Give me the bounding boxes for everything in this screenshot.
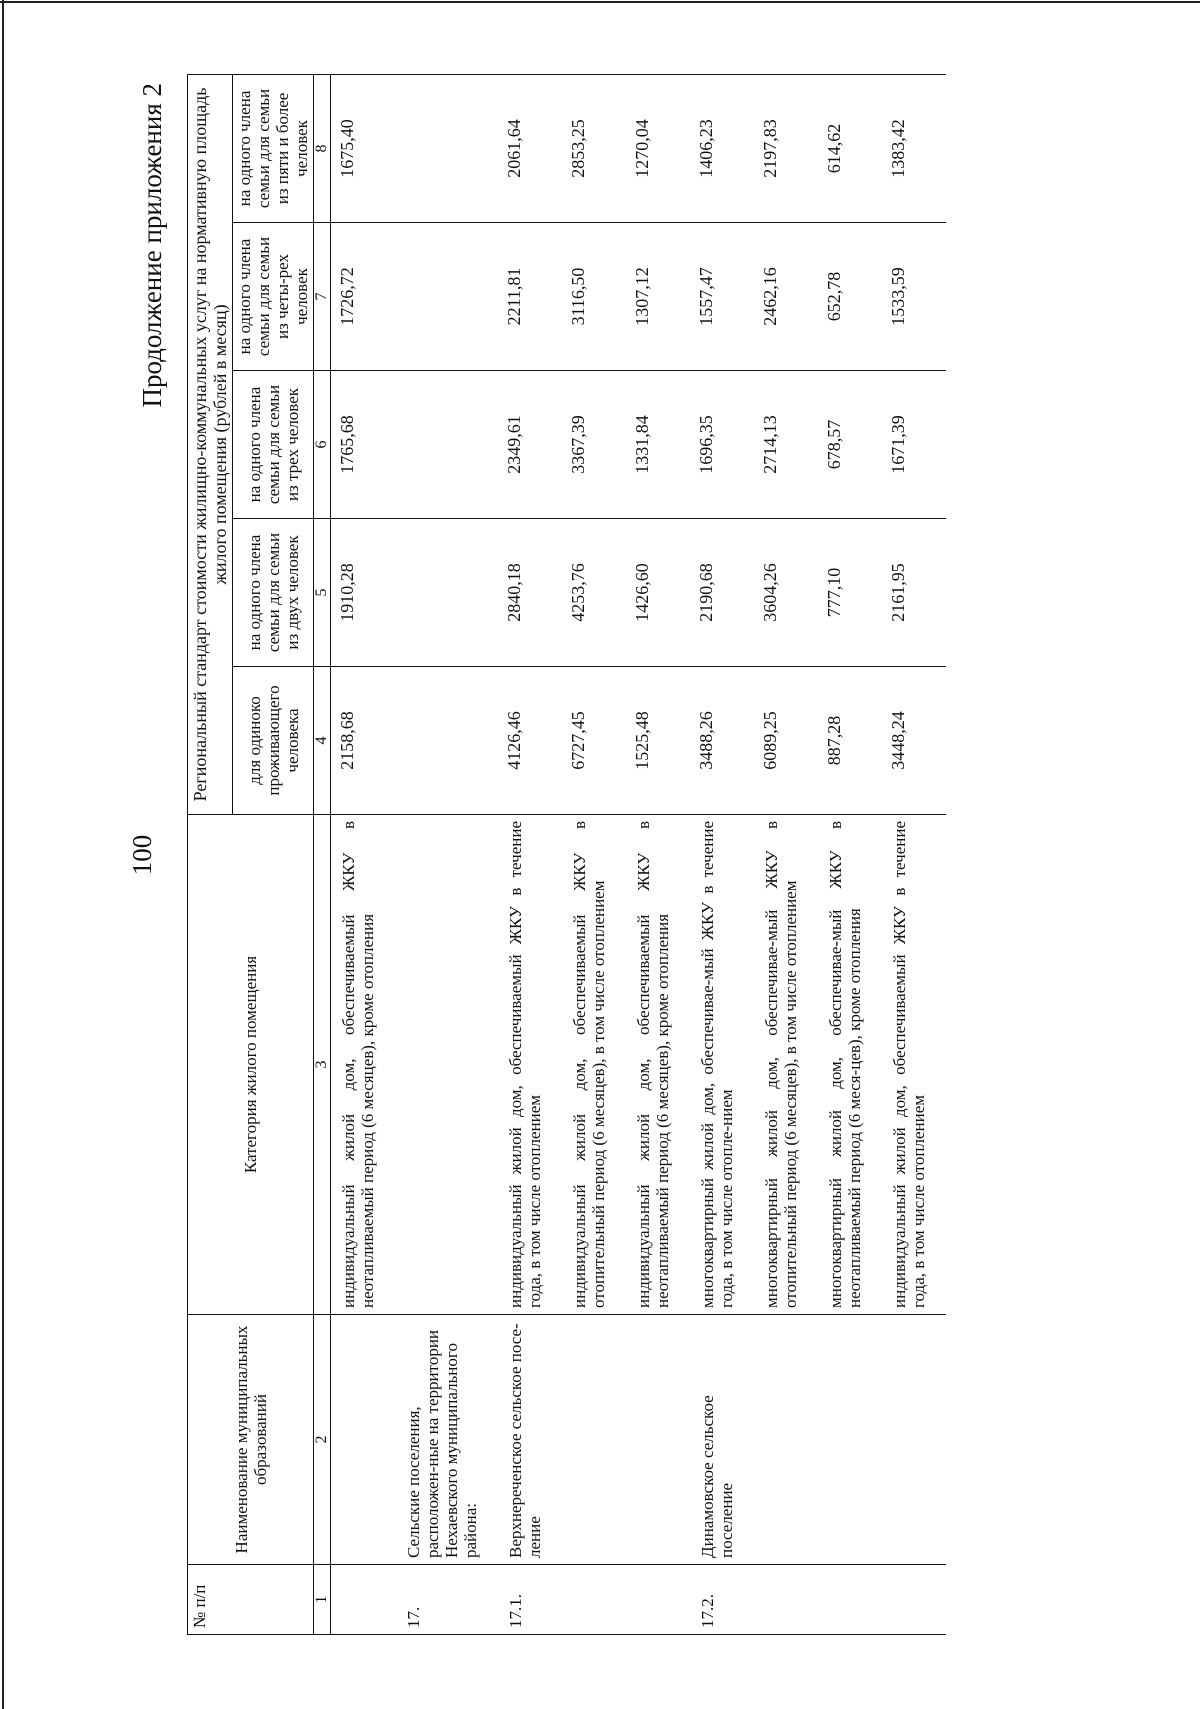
row-municipality: Сельские поселения, расположен-ные на территории Нехаевского муниципального района: xyxy=(396,1315,498,1565)
row-municipality: Верхнереченское сельское посе-ление xyxy=(498,1315,562,1565)
row-value-family-4: 2462,16 xyxy=(754,223,818,371)
header-row-column-numbers xyxy=(314,74,331,1634)
row-value-family-4: 1533,59 xyxy=(882,223,946,371)
column-number-label: 6 xyxy=(314,371,331,519)
row-number xyxy=(562,1565,626,1635)
row-municipality xyxy=(331,1315,396,1565)
row-value-family-5plus: 614,62 xyxy=(818,74,882,222)
row-value-family-4: 2211,81 xyxy=(498,223,562,371)
row-number xyxy=(882,1565,946,1635)
scan-edge-top xyxy=(0,1,1200,3)
table-row xyxy=(818,74,882,1634)
column-number-label: 8 xyxy=(314,74,331,222)
row-value-single xyxy=(396,667,498,815)
row-value-family-4: 1307,12 xyxy=(626,223,690,371)
row-category: индивидуальный жилой дом, обеспечиваемый ЖКУ в неотапливаемый период (6 месяцев), кроме отопления xyxy=(626,815,690,1315)
row-value-single: 2158,68 xyxy=(331,667,396,815)
row-value-single: 6089,25 xyxy=(754,667,818,815)
row-value-family-3: 2349,61 xyxy=(498,371,562,519)
row-value-family-5plus: 1675,40 xyxy=(331,74,396,222)
row-number xyxy=(754,1565,818,1635)
row-value-family-3: 2714,13 xyxy=(754,371,818,519)
table-row xyxy=(882,74,946,1634)
row-value-family-5plus: 2061,64 xyxy=(498,74,562,222)
column-number-label: 7 xyxy=(314,223,331,371)
row-value-family-2: 777,10 xyxy=(818,519,882,667)
row-value-family-5plus: 1270,04 xyxy=(626,74,690,222)
row-category: индивидуальный жилой дом, обеспечиваемый ЖКУ в течение года, в том числе отоплением xyxy=(498,815,562,1315)
table-row xyxy=(331,74,396,1634)
header-col-family-3: на одного члена семьи для семьи из трех человек xyxy=(233,371,314,519)
row-value-single: 3488,26 xyxy=(690,667,754,815)
row-municipality: Динамовское сельское поселение xyxy=(690,1315,754,1565)
row-value-family-3: 1765,68 xyxy=(331,371,396,519)
tariff-table xyxy=(187,74,946,1635)
column-number-label: 1 xyxy=(314,1565,331,1635)
row-number xyxy=(818,1565,882,1635)
row-value-family-2 xyxy=(396,519,498,667)
table-row xyxy=(754,74,818,1634)
row-municipality xyxy=(754,1315,818,1565)
row-value-family-2: 3604,26 xyxy=(754,519,818,667)
row-value-family-3: 1696,35 xyxy=(690,371,754,519)
row-municipality xyxy=(882,1315,946,1565)
header-col-family-5plus: на одного члена семьи для семьи из пяти и более человек xyxy=(233,74,314,222)
row-municipality xyxy=(562,1315,626,1565)
row-value-family-5plus: 2197,83 xyxy=(754,74,818,222)
row-value-family-4: 1557,47 xyxy=(690,223,754,371)
row-value-family-3: 1671,39 xyxy=(882,371,946,519)
column-number-label: 3 xyxy=(314,815,331,1315)
row-value-family-5plus: 1383,42 xyxy=(882,74,946,222)
row-value-family-5plus: 2853,25 xyxy=(562,74,626,222)
row-value-family-3: 3367,39 xyxy=(562,371,626,519)
header-col-municipality: Наименование муниципальных образований xyxy=(188,1315,314,1565)
row-category: многоквартирный жилой дом, обеспечивае-мый ЖКУ в течение года, в том числе отопле-нием xyxy=(690,815,754,1315)
scan-edge-left xyxy=(2,0,4,1709)
column-number-label: 2 xyxy=(314,1315,331,1565)
header-row-main xyxy=(188,74,233,1634)
row-value-family-4: 1726,72 xyxy=(331,223,396,371)
table-row xyxy=(626,74,690,1634)
page-number: 100 xyxy=(127,834,157,876)
row-value-family-3: 678,57 xyxy=(818,371,882,519)
row-category: индивидуальный жилой дом, обеспечиваемый ЖКУ в неотапливаемый период (6 месяцев), кроме отопления xyxy=(331,815,396,1315)
row-value-single: 887,28 xyxy=(818,667,882,815)
row-category: многоквартирный жилой дом, обеспечивае-мый ЖКУ в неотапливаемый период (6 меся-цев), кроме отопления xyxy=(818,815,882,1315)
row-value-family-2: 1426,60 xyxy=(626,519,690,667)
header-col-category: Категория жилого помещения xyxy=(188,815,314,1315)
header-col-number: № п/п xyxy=(188,1565,314,1635)
table-row xyxy=(690,74,754,1634)
row-municipality xyxy=(626,1315,690,1565)
header-regional-standard: Региональный стандарт стоимости жилищно-коммунальных услуг на нормативную площадь жилого помещения (рублей в месяц) xyxy=(188,74,233,814)
row-value-family-5plus xyxy=(396,74,498,222)
column-number-label: 5 xyxy=(314,519,331,667)
header-col-family-2: на одного члена семьи для семьи из двух человек xyxy=(233,519,314,667)
row-category: индивидуальный жилой дом, обеспечиваемый ЖКУ в течение года, в том числе отоплением xyxy=(882,815,946,1315)
row-number xyxy=(331,1565,396,1635)
row-number: 17. xyxy=(396,1565,498,1635)
header-col-family-4: на одного члена семьи для семьи из четы-рех человек xyxy=(233,223,314,371)
row-value-family-4 xyxy=(396,223,498,371)
row-category: индивидуальный жилой дом, обеспечиваемый ЖКУ в отопительный период (6 месяцев), в том числе отоплением xyxy=(562,815,626,1315)
document-sheet xyxy=(127,75,1045,1635)
row-value-family-5plus: 1406,23 xyxy=(690,74,754,222)
table-row xyxy=(498,74,562,1634)
row-value-family-4: 652,78 xyxy=(818,223,882,371)
table-row xyxy=(396,74,498,1634)
row-value-family-2: 2190,68 xyxy=(690,519,754,667)
row-value-single: 1525,48 xyxy=(626,667,690,815)
row-number xyxy=(626,1565,690,1635)
header-col-single: для одиноко проживающего человека xyxy=(233,667,314,815)
row-category: многоквартирный жилой дом, обеспечивае-мый ЖКУ в отопительный период (6 месяцев), в том числе отоплением xyxy=(754,815,818,1315)
row-value-single: 6727,45 xyxy=(562,667,626,815)
row-value-single: 3448,24 xyxy=(882,667,946,815)
continuation-title: Продолжение приложения 2 xyxy=(137,83,167,408)
row-value-family-2: 1910,28 xyxy=(331,519,396,667)
row-number: 17.2. xyxy=(690,1565,754,1635)
table-row xyxy=(562,74,626,1634)
row-value-family-2: 2840,18 xyxy=(498,519,562,667)
row-category xyxy=(396,815,498,1315)
row-municipality xyxy=(818,1315,882,1565)
row-value-family-2: 4253,76 xyxy=(562,519,626,667)
column-number-label: 4 xyxy=(314,667,331,815)
row-value-family-2: 2161,95 xyxy=(882,519,946,667)
row-value-single: 4126,46 xyxy=(498,667,562,815)
row-number: 17.1. xyxy=(498,1565,562,1635)
row-value-family-3: 1331,84 xyxy=(626,371,690,519)
row-value-family-4: 3116,50 xyxy=(562,223,626,371)
row-value-family-3 xyxy=(396,371,498,519)
